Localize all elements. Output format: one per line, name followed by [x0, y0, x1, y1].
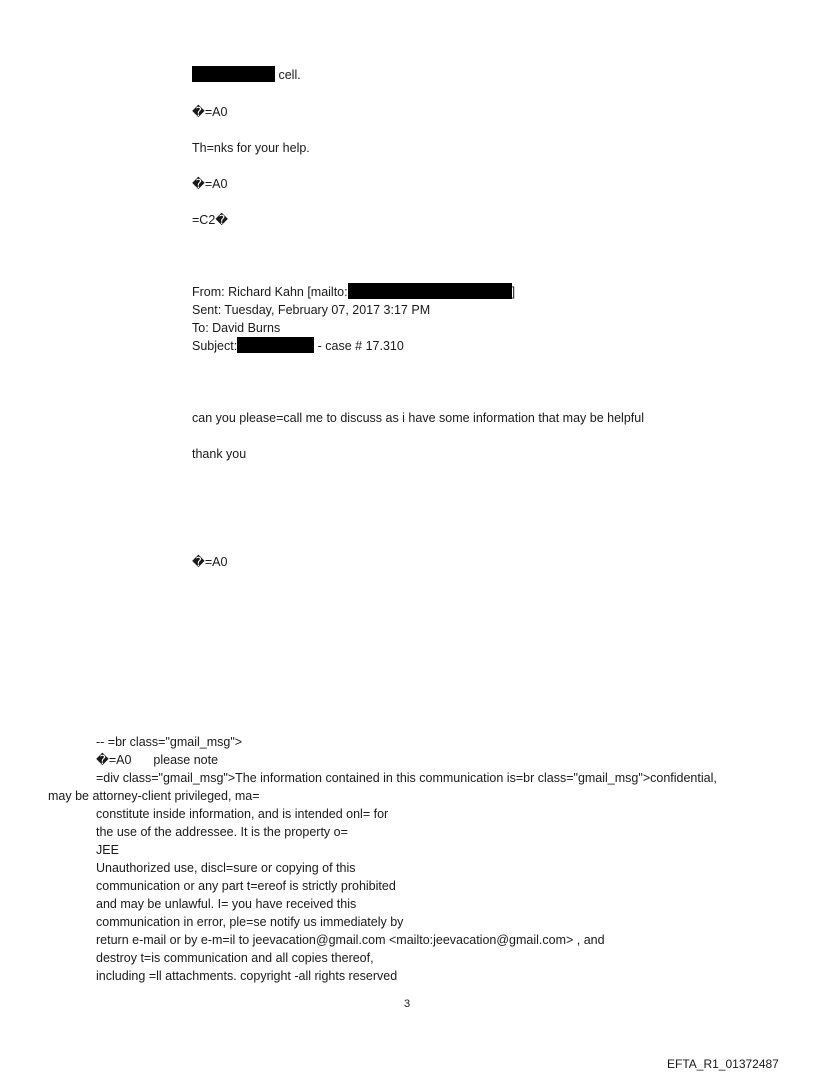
footer-line: including =ll attachments. copyright -all rights reserved [96, 969, 398, 983]
footer-line: Unauthorized use, discl=sure or copying of this [96, 861, 356, 875]
bates-number: EFTA_R1_01372487 [667, 1057, 779, 1071]
footer-line: JEE [96, 843, 119, 857]
footer-line: and may be unlawful. I= you have received this [96, 897, 357, 911]
to-line: To: David Burns [192, 321, 281, 335]
footer-line: constitute inside information, and is intended onl= for [96, 807, 389, 821]
signoff-line: thank you [192, 447, 247, 461]
subject-line [192, 337, 404, 355]
footer-line: communication in error, ple=se notify us immediately by [96, 915, 404, 929]
footer-line: -- =br class="gmail_msg"> [96, 735, 243, 749]
footer-line: return e-mail or by e-m=il to jeevacation@gmail.com <mailto:jeevacation@gmail.com> , and [96, 933, 605, 947]
from-line [192, 283, 515, 301]
body-line: can you please=call me to discuss as i have some information that may be helpful [192, 411, 644, 425]
subject-text: - case # 17.310 [317, 339, 404, 353]
redaction-box [348, 283, 512, 299]
footer-line: communication or any part t=ereof is strictly prohibited [96, 879, 396, 893]
cell-text: cell. [278, 68, 301, 82]
encoded-char-line: �=A0 [192, 105, 228, 119]
encoded-char-line: �=A0 [192, 555, 228, 569]
encoded-char-line: �=A0 [192, 177, 228, 191]
footer-line: the use of the addressee. It is the property o= [96, 825, 348, 839]
encoded-char-line: =C2� [192, 213, 229, 227]
from-close: ] [511, 285, 516, 299]
footer-line: destroy t=is communication and all copies thereof, [96, 951, 374, 965]
footer-line [96, 751, 218, 769]
footer-line: =div class="gmail_msg">The information contained in this communication is=br class="gmail_msg">confidential, [96, 771, 717, 785]
please-note: please note [153, 753, 219, 767]
cell-line [192, 66, 301, 84]
subject-label: Subject: [192, 339, 238, 353]
redaction-box [237, 337, 314, 353]
sent-line: Sent: Tuesday, February 07, 2017 3:17 PM [192, 303, 431, 317]
page-number: 3 [404, 998, 411, 1010]
encoded-char: �=A0 [96, 753, 132, 767]
thanks-line: Th=nks for your help. [192, 141, 310, 155]
footer-line: may be attorney-client privileged, ma= [48, 789, 260, 803]
from-label: From: Richard Kahn [mailto: [192, 285, 348, 299]
redaction-box [192, 66, 275, 82]
